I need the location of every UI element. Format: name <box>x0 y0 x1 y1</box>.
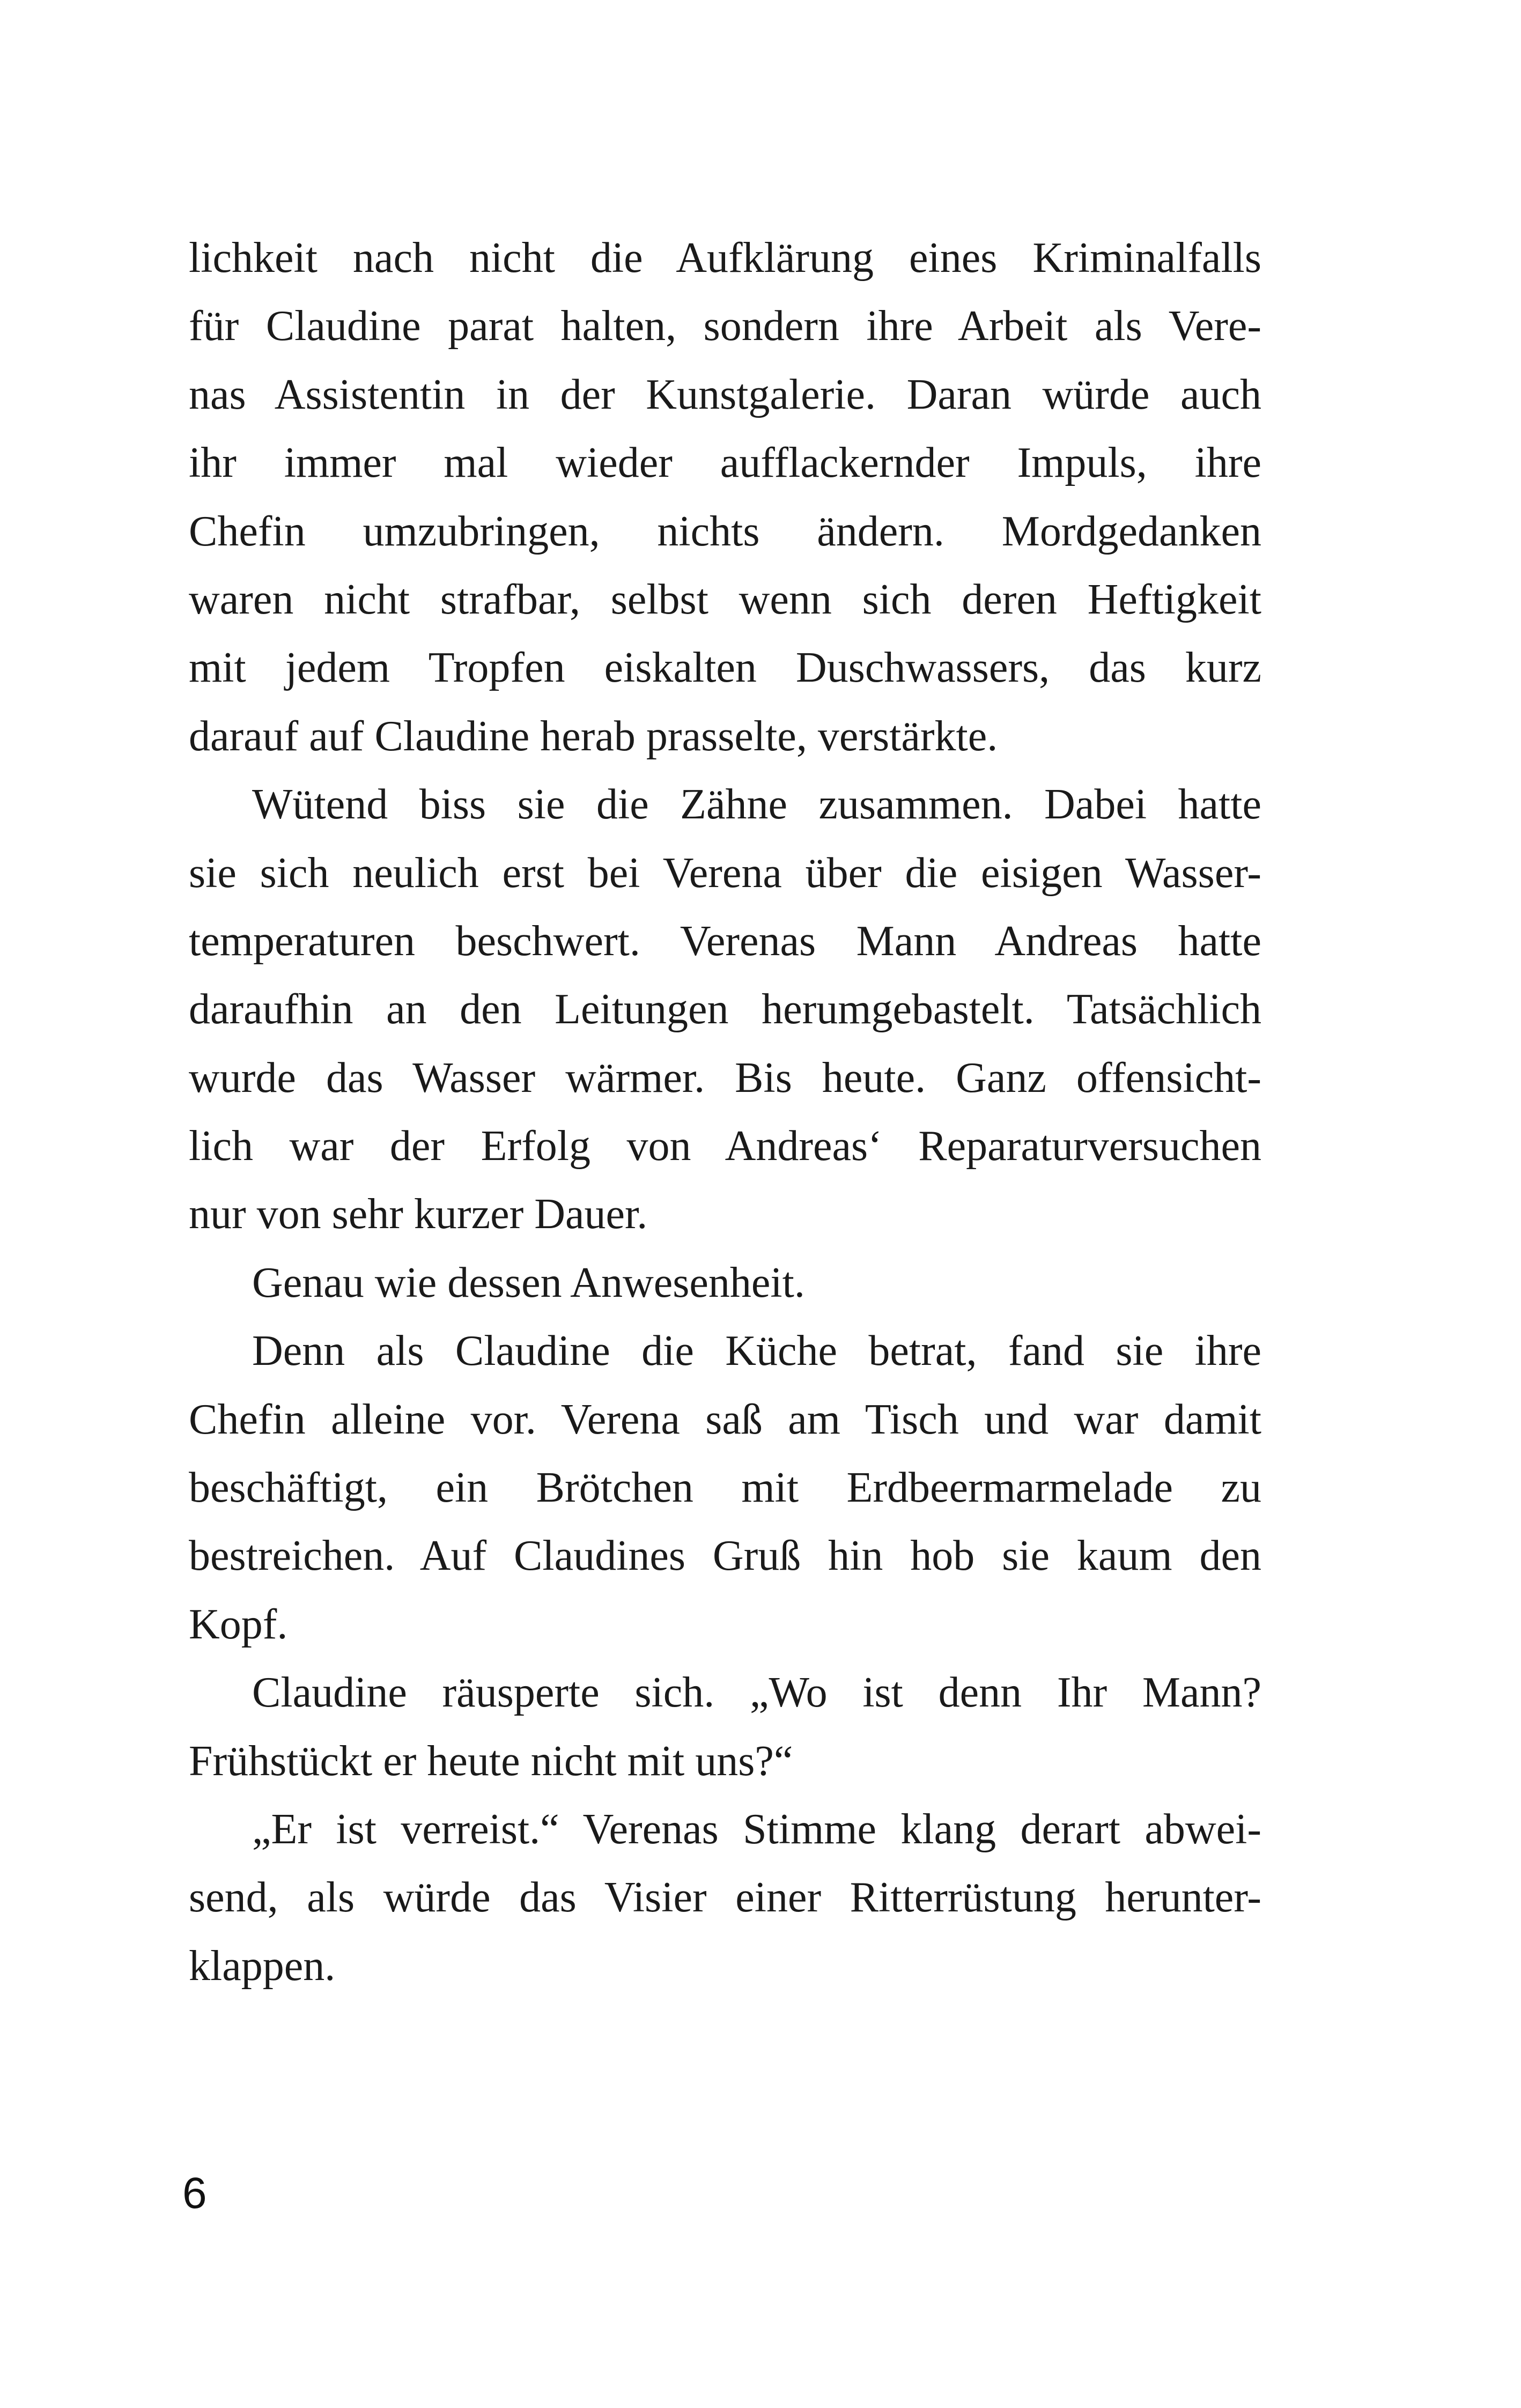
text-line: für Claudine parat halten, sondern ihre Arbeit als Vere- <box>189 302 1261 350</box>
text-line: waren nicht strafbar, selbst wenn sich deren Heftigkeit <box>189 575 1261 623</box>
text-line: lich war der Erfolg von Andreas‘ Reparaturversuchen <box>189 1122 1261 1170</box>
text-line: Claudine räusperte sich. „Wo ist denn Ihr Mann? <box>252 1669 1261 1717</box>
text-line: bestreichen. Auf Claudines Gruß hin hob sie kaum den <box>189 1532 1261 1580</box>
text-line: „Er ist verreist.“ Verenas Stimme klang derart abwei- <box>252 1805 1261 1853</box>
text-line: wurde das Wasser wärmer. Bis heute. Ganz offensicht- <box>189 1054 1261 1102</box>
text-line: Frühstückt er heute nicht mit uns?“ <box>189 1737 793 1785</box>
text-line: Chefin umzubringen, nichts ändern. Mordgedanken <box>189 507 1261 555</box>
text-line: nur von sehr kurzer Dauer. <box>189 1191 648 1238</box>
text-line: ihr immer mal wieder aufflackernder Impuls, ihre <box>189 439 1261 487</box>
text-line: Chefin alleine vor. Verena saß am Tisch und war damit <box>189 1395 1261 1443</box>
text-line: temperaturen beschwert. Verenas Mann Andreas hatte <box>189 917 1261 965</box>
page-number: 6 <box>182 2169 207 2218</box>
text-line: nas Assistentin in der Kunstgalerie. Daran würde auch <box>189 371 1261 418</box>
text-line: daraufhin an den Leitungen herumgebastelt. Tatsächlich <box>189 986 1261 1033</box>
text-line: Kopf. <box>189 1600 288 1648</box>
text-line: send, als würde das Visier einer Ritterrüstung herunter- <box>189 1874 1261 1922</box>
text-line: lichkeit nach nicht die Aufklärung eines Kriminalfalls <box>189 234 1261 282</box>
text-line: beschäftigt, ein Brötchen mit Erdbeermarmelade zu <box>189 1464 1261 1512</box>
text-line: Genau wie dessen Anwesenheit. <box>252 1259 805 1306</box>
text-line: darauf auf Claudine herab prasselte, verstärkte. <box>189 712 998 760</box>
text-line: klappen. <box>189 1942 336 1990</box>
body-text <box>189 224 1261 2000</box>
text-line: sie sich neulich erst bei Verena über die eisigen Wasser- <box>189 849 1261 897</box>
text-line: Denn als Claudine die Küche betrat, fand sie ihre <box>252 1327 1261 1375</box>
text-line: mit jedem Tropfen eiskalten Duschwassers, das kurz <box>189 644 1261 692</box>
text-line: Wütend biss sie die Zähne zusammen. Dabei hatte <box>252 781 1261 829</box>
